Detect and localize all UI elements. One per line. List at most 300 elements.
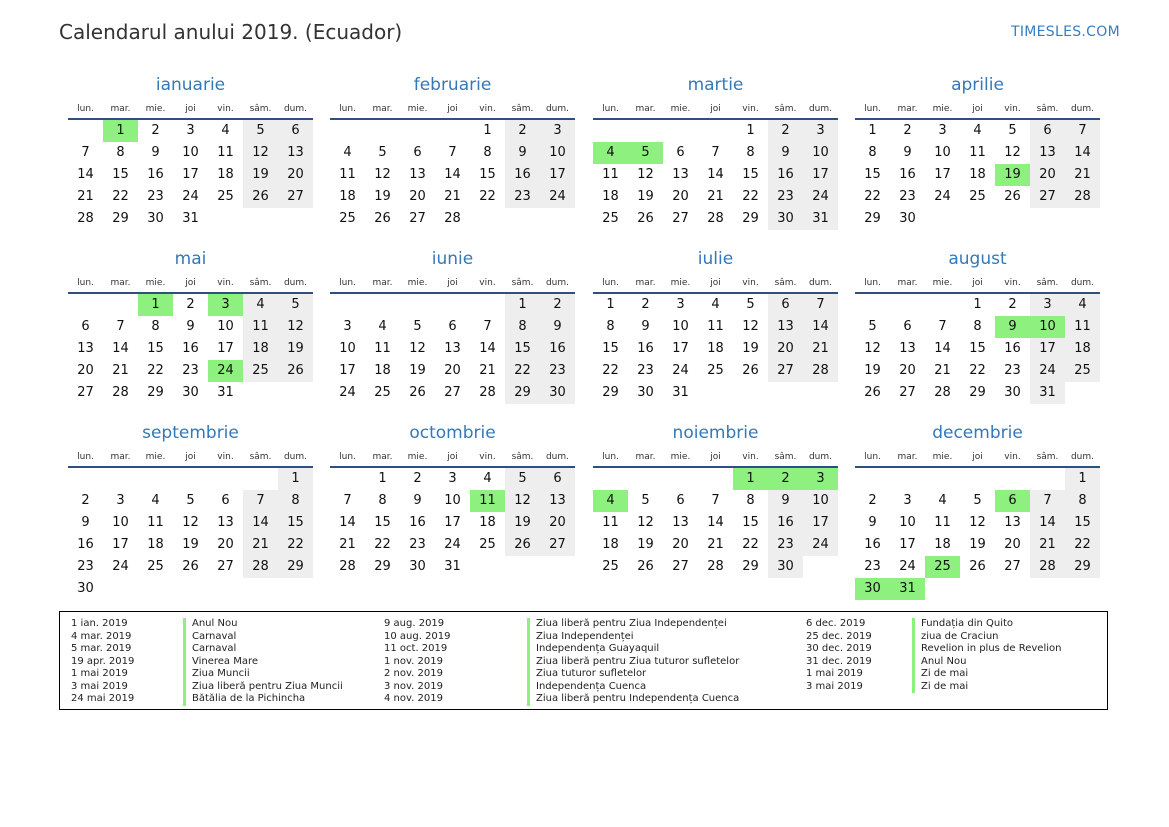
day-cell: 12: [409, 341, 426, 356]
holiday-day-cell: 31: [890, 578, 925, 600]
day-grid: [330, 294, 575, 404]
day-cell: 20: [444, 363, 461, 378]
day-cell: 11: [934, 515, 951, 530]
weekday-header: [855, 96, 1100, 120]
day-cell: 12: [864, 341, 881, 356]
day-cell: 17: [339, 363, 356, 378]
weekday-label: mie.: [670, 104, 691, 114]
day-cell: 17: [899, 537, 916, 552]
day-cell: 21: [1065, 164, 1100, 186]
day-cell: 19: [278, 338, 313, 360]
weekday-header: [68, 96, 313, 120]
weekday-label: mie.: [670, 452, 691, 462]
day-cell: 18: [602, 537, 619, 552]
day-cell: 22: [278, 534, 313, 556]
day-cell: 4: [243, 294, 278, 316]
month-title: februarie: [413, 75, 492, 95]
weekday-label: dum.: [1070, 278, 1095, 288]
day-cell: 5: [868, 319, 877, 334]
weekday-label: dum.: [808, 452, 833, 462]
weekday-label: lun.: [864, 278, 881, 288]
empty-cell: [470, 294, 505, 316]
day-cell: 5: [243, 120, 278, 142]
holiday-day-cell: 6: [995, 490, 1030, 512]
day-cell: 30: [147, 211, 164, 226]
day-cell: 8: [868, 145, 877, 160]
legend-names-column: [527, 618, 739, 706]
day-cell: 16: [1004, 341, 1021, 356]
weekday-header: [330, 270, 575, 294]
day-grid: [593, 294, 838, 404]
day-cell: 24: [803, 534, 838, 556]
day-cell: 19: [637, 189, 654, 204]
day-cell: 23: [864, 559, 881, 574]
day-cell: 12: [1004, 145, 1021, 160]
day-cell: 27: [409, 211, 426, 226]
weekday-label: mar.: [372, 278, 393, 288]
day-cell: 7: [243, 490, 278, 512]
month-title: mai: [174, 249, 207, 269]
day-cell: 2: [903, 123, 912, 138]
empty-cell: [698, 468, 733, 490]
empty-cell: [68, 120, 103, 142]
day-cell: 21: [479, 363, 496, 378]
weekday-label: sâm.: [774, 104, 797, 114]
day-cell: 25: [217, 189, 234, 204]
weekday-label: mie.: [932, 452, 953, 462]
day-cell: 17: [182, 167, 199, 182]
day-cell: 1: [973, 297, 982, 312]
weekday-label: mie.: [145, 104, 166, 114]
day-cell: 2: [151, 123, 160, 138]
day-cell: 11: [707, 319, 724, 334]
day-cell: 12: [278, 316, 313, 338]
day-cell: 1: [1065, 468, 1100, 490]
day-cell: 8: [151, 319, 160, 334]
day-cell: 8: [973, 319, 982, 334]
day-cell: 19: [742, 341, 759, 356]
legend-names-column: [183, 618, 343, 706]
day-cell: 13: [899, 341, 916, 356]
month-title: august: [948, 249, 1007, 269]
day-cell: 17: [672, 341, 689, 356]
day-cell: 22: [742, 189, 759, 204]
day-cell: 13: [768, 316, 803, 338]
day-cell: 29: [147, 385, 164, 400]
weekday-label: sâm.: [511, 452, 534, 462]
day-cell: 9: [903, 145, 912, 160]
day-cell: 8: [606, 319, 615, 334]
weekday-label: joi: [447, 278, 458, 288]
day-cell: 22: [479, 189, 496, 204]
day-cell: 21: [707, 537, 724, 552]
empty-cell: [925, 468, 960, 490]
day-cell: 31: [182, 211, 199, 226]
holiday-day-cell: 25: [925, 556, 960, 578]
day-cell: 18: [147, 537, 164, 552]
day-cell: 6: [221, 493, 230, 508]
legend-date: 4 nov. 2019: [384, 693, 443, 704]
legend-date: 30 dec. 2019: [806, 643, 872, 654]
day-cell: 16: [864, 537, 881, 552]
day-cell: 11: [969, 145, 986, 160]
day-cell: 27: [278, 186, 313, 208]
day-cell: 16: [77, 537, 94, 552]
day-cell: 3: [903, 493, 912, 508]
legend-holiday-name: Ziua liberă pentru Ziua Independenței: [527, 618, 739, 631]
day-cell: 15: [505, 338, 540, 360]
day-cell: 20: [77, 363, 94, 378]
day-cell: 13: [278, 142, 313, 164]
day-cell: 8: [278, 490, 313, 512]
day-cell: 27: [1030, 186, 1065, 208]
legend-holiday-name: Anul Nou: [183, 618, 343, 631]
day-cell: 30: [1004, 385, 1021, 400]
day-cell: 10: [182, 145, 199, 160]
weekday-label: lun.: [339, 452, 356, 462]
day-cell: 28: [77, 211, 94, 226]
day-cell: 23: [768, 534, 803, 556]
day-cell: 16: [637, 341, 654, 356]
weekday-label: sâm.: [511, 104, 534, 114]
month-noiembrie: [593, 422, 838, 578]
day-cell: 5: [1008, 123, 1017, 138]
day-cell: 9: [540, 316, 575, 338]
day-cell: 20: [1030, 164, 1065, 186]
day-cell: 29: [969, 385, 986, 400]
day-cell: 25: [147, 559, 164, 574]
day-cell: 6: [278, 120, 313, 142]
day-cell: 7: [81, 145, 90, 160]
day-cell: 7: [711, 145, 720, 160]
empty-cell: [365, 120, 400, 142]
day-grid: [330, 120, 575, 230]
day-cell: 13: [77, 341, 94, 356]
weekday-label: dum.: [545, 452, 570, 462]
weekday-header: [330, 96, 575, 120]
holiday-day-cell: 11: [470, 490, 505, 512]
weekday-header: [593, 270, 838, 294]
weekday-header: [855, 444, 1100, 468]
day-cell: 22: [864, 189, 881, 204]
empty-cell: [400, 120, 435, 142]
day-cell: 31: [672, 385, 689, 400]
day-cell: 9: [768, 490, 803, 512]
day-cell: 8: [746, 493, 755, 508]
day-cell: 30: [768, 556, 803, 578]
day-cell: 4: [221, 123, 230, 138]
day-cell: 16: [182, 341, 199, 356]
day-cell: 19: [505, 512, 540, 534]
day-cell: 26: [243, 186, 278, 208]
day-cell: 13: [409, 167, 426, 182]
day-cell: 8: [1065, 490, 1100, 512]
day-cell: 7: [803, 294, 838, 316]
legend-date: 1 mai 2019: [806, 668, 863, 679]
day-cell: 8: [378, 493, 387, 508]
day-cell: 26: [742, 363, 759, 378]
empty-cell: [68, 294, 103, 316]
weekday-label: mar.: [372, 452, 393, 462]
weekday-label: mie.: [407, 278, 428, 288]
day-cell: 21: [444, 189, 461, 204]
month-decembrie: [855, 422, 1100, 600]
day-cell: 2: [868, 493, 877, 508]
day-cell: 7: [483, 319, 492, 334]
day-cell: 29: [864, 211, 881, 226]
empty-cell: [593, 468, 628, 490]
day-cell: 15: [112, 167, 129, 182]
weekday-label: sâm.: [249, 104, 272, 114]
month-title: octombrie: [409, 423, 496, 443]
day-cell: 30: [77, 581, 94, 596]
day-cell: 16: [540, 338, 575, 360]
day-cell: 23: [637, 363, 654, 378]
day-cell: 18: [602, 189, 619, 204]
day-cell: 23: [505, 186, 540, 208]
day-cell: 28: [444, 211, 461, 226]
day-cell: 26: [864, 385, 881, 400]
empty-cell: [855, 468, 890, 490]
day-cell: 10: [934, 145, 951, 160]
month-mai: [68, 248, 313, 404]
day-cell: 12: [243, 142, 278, 164]
holiday-day-cell: 30: [855, 578, 890, 600]
weekday-label: dum.: [1070, 452, 1095, 462]
holiday-day-cell: 4: [593, 142, 628, 164]
day-cell: 3: [448, 471, 457, 486]
legend-holiday-name: Ziua liberă pentru Ziua Muncii: [183, 681, 343, 694]
day-grid: [68, 294, 313, 404]
day-cell: 2: [540, 294, 575, 316]
legend-date: 3 nov. 2019: [384, 680, 443, 692]
day-cell: 18: [969, 167, 986, 182]
day-cell: 20: [672, 537, 689, 552]
empty-cell: [435, 120, 470, 142]
day-cell: 25: [707, 363, 724, 378]
day-cell: 5: [186, 493, 195, 508]
day-cell: 12: [505, 490, 540, 512]
month-septembrie: [68, 422, 313, 600]
day-cell: 17: [540, 164, 575, 186]
day-grid: [330, 468, 575, 578]
empty-cell: [103, 294, 138, 316]
weekday-label: dum.: [545, 104, 570, 114]
day-cell: 12: [182, 515, 199, 530]
day-cell: 24: [182, 189, 199, 204]
day-cell: 7: [1065, 120, 1100, 142]
day-cell: 21: [112, 363, 129, 378]
day-cell: 27: [768, 360, 803, 382]
month-title: decembrie: [932, 423, 1023, 443]
day-cell: 28: [243, 556, 278, 578]
day-cell: 4: [483, 471, 492, 486]
weekday-label: mar.: [897, 104, 918, 114]
day-cell: 26: [637, 211, 654, 226]
day-cell: 26: [969, 559, 986, 574]
day-cell: 22: [374, 537, 391, 552]
holiday-day-cell: 9: [995, 316, 1030, 338]
day-cell: 6: [676, 145, 685, 160]
empty-cell: [330, 468, 365, 490]
day-cell: 21: [243, 534, 278, 556]
brand-link[interactable]: TIMESLES.COM: [1011, 24, 1120, 40]
day-cell: 22: [742, 537, 759, 552]
day-cell: 26: [182, 559, 199, 574]
day-cell: 14: [112, 341, 129, 356]
day-cell: 24: [934, 189, 951, 204]
day-cell: 5: [746, 297, 755, 312]
day-cell: 14: [934, 341, 951, 356]
day-cell: 5: [505, 468, 540, 490]
day-cell: 30: [768, 208, 803, 230]
day-cell: 30: [899, 211, 916, 226]
legend-holiday-name: Ziua liberă pentru Ziua tuturor sufletelor: [527, 656, 739, 669]
weekday-label: mie.: [145, 452, 166, 462]
day-cell: 29: [278, 556, 313, 578]
day-cell: 23: [768, 186, 803, 208]
day-cell: 17: [934, 167, 951, 182]
day-cell: 14: [707, 167, 724, 182]
legend-holiday-name: Bătălia de la Pichincha: [183, 693, 343, 706]
day-cell: 17: [444, 515, 461, 530]
day-cell: 8: [483, 145, 492, 160]
empty-cell: [698, 120, 733, 142]
day-cell: 5: [641, 493, 650, 508]
legend-holiday-name: Carnaval: [183, 643, 343, 656]
day-cell: 29: [1065, 556, 1100, 578]
day-cell: 21: [339, 537, 356, 552]
weekday-header: [68, 444, 313, 468]
day-cell: 22: [602, 363, 619, 378]
day-cell: 3: [676, 297, 685, 312]
legend-holiday-name: Independența Cuenca: [527, 681, 739, 694]
weekday-label: mar.: [635, 452, 656, 462]
day-cell: 18: [374, 363, 391, 378]
weekday-header: [330, 444, 575, 468]
day-cell: 5: [278, 294, 313, 316]
weekday-label: joi: [447, 104, 458, 114]
day-cell: 25: [374, 385, 391, 400]
day-cell: 9: [81, 515, 90, 530]
day-cell: 27: [540, 534, 575, 556]
weekday-label: mar.: [110, 278, 131, 288]
legend-dates-column: [806, 618, 872, 693]
day-cell: 10: [444, 493, 461, 508]
weekday-label: vin.: [742, 278, 759, 288]
day-cell: 2: [1008, 297, 1017, 312]
day-grid: [68, 120, 313, 230]
day-cell: 11: [374, 341, 391, 356]
weekday-label: sâm.: [249, 452, 272, 462]
weekday-label: mar.: [110, 452, 131, 462]
day-cell: 14: [1065, 142, 1100, 164]
empty-cell: [173, 468, 208, 490]
day-cell: 2: [413, 471, 422, 486]
day-cell: 1: [378, 471, 387, 486]
day-cell: 11: [147, 515, 164, 530]
day-cell: 25: [479, 537, 496, 552]
day-cell: 18: [707, 341, 724, 356]
day-cell: 25: [602, 559, 619, 574]
day-cell: 28: [339, 559, 356, 574]
day-cell: 21: [803, 338, 838, 360]
day-cell: 18: [339, 189, 356, 204]
holiday-day-cell: 5: [628, 142, 663, 164]
weekday-label: lun.: [864, 452, 881, 462]
weekday-label: sâm.: [249, 278, 272, 288]
day-cell: 5: [973, 493, 982, 508]
weekday-label: mar.: [635, 278, 656, 288]
day-cell: 20: [409, 189, 426, 204]
day-cell: 15: [374, 515, 391, 530]
weekday-label: dum.: [283, 452, 308, 462]
day-cell: 24: [339, 385, 356, 400]
day-cell: 7: [938, 319, 947, 334]
day-cell: 30: [182, 385, 199, 400]
empty-cell: [68, 468, 103, 490]
day-cell: 10: [899, 515, 916, 530]
day-cell: 9: [868, 515, 877, 530]
day-cell: 4: [151, 493, 160, 508]
day-cell: 26: [409, 385, 426, 400]
legend-date: 6 dec. 2019: [806, 618, 866, 629]
weekday-label: vin.: [1004, 452, 1021, 462]
day-cell: 1: [606, 297, 615, 312]
weekday-label: joi: [185, 278, 196, 288]
weekday-label: joi: [710, 452, 721, 462]
empty-cell: [628, 120, 663, 142]
weekday-header: [855, 270, 1100, 294]
day-cell: 6: [1030, 120, 1065, 142]
legend-holiday-name: Vinerea Mare: [183, 656, 343, 669]
weekday-label: lun.: [602, 104, 619, 114]
day-cell: 14: [339, 515, 356, 530]
month-title: ianuarie: [155, 75, 226, 95]
day-cell: 16: [409, 515, 426, 530]
day-cell: 10: [803, 490, 838, 512]
holiday-day-cell: 3: [208, 294, 243, 316]
empty-cell: [243, 468, 278, 490]
day-cell: 17: [112, 537, 129, 552]
day-cell: 26: [505, 534, 540, 556]
legend-holiday-name: Ziua Muncii: [183, 668, 343, 681]
day-cell: 20: [899, 363, 916, 378]
holiday-day-cell: 1: [733, 468, 768, 490]
weekday-label: lun.: [602, 278, 619, 288]
day-cell: 29: [505, 382, 540, 404]
weekday-label: lun.: [77, 278, 94, 288]
day-cell: 19: [409, 363, 426, 378]
empty-cell: [400, 294, 435, 316]
day-cell: 1: [868, 123, 877, 138]
weekday-label: dum.: [283, 104, 308, 114]
weekday-label: joi: [972, 452, 983, 462]
weekday-label: sâm.: [774, 278, 797, 288]
legend-holiday-name: ziua de Craciun: [912, 631, 1061, 644]
day-grid: [855, 120, 1100, 230]
weekday-label: joi: [972, 104, 983, 114]
month-martie: [593, 74, 838, 230]
day-cell: 12: [637, 515, 654, 530]
legend-holiday-name: Independența Guayaquil: [527, 643, 739, 656]
day-cell: 22: [505, 360, 540, 382]
day-cell: 16: [505, 164, 540, 186]
day-cell: 27: [672, 559, 689, 574]
day-cell: 5: [413, 319, 422, 334]
day-cell: 27: [672, 211, 689, 226]
legend-holiday-name: Carnaval: [183, 631, 343, 644]
